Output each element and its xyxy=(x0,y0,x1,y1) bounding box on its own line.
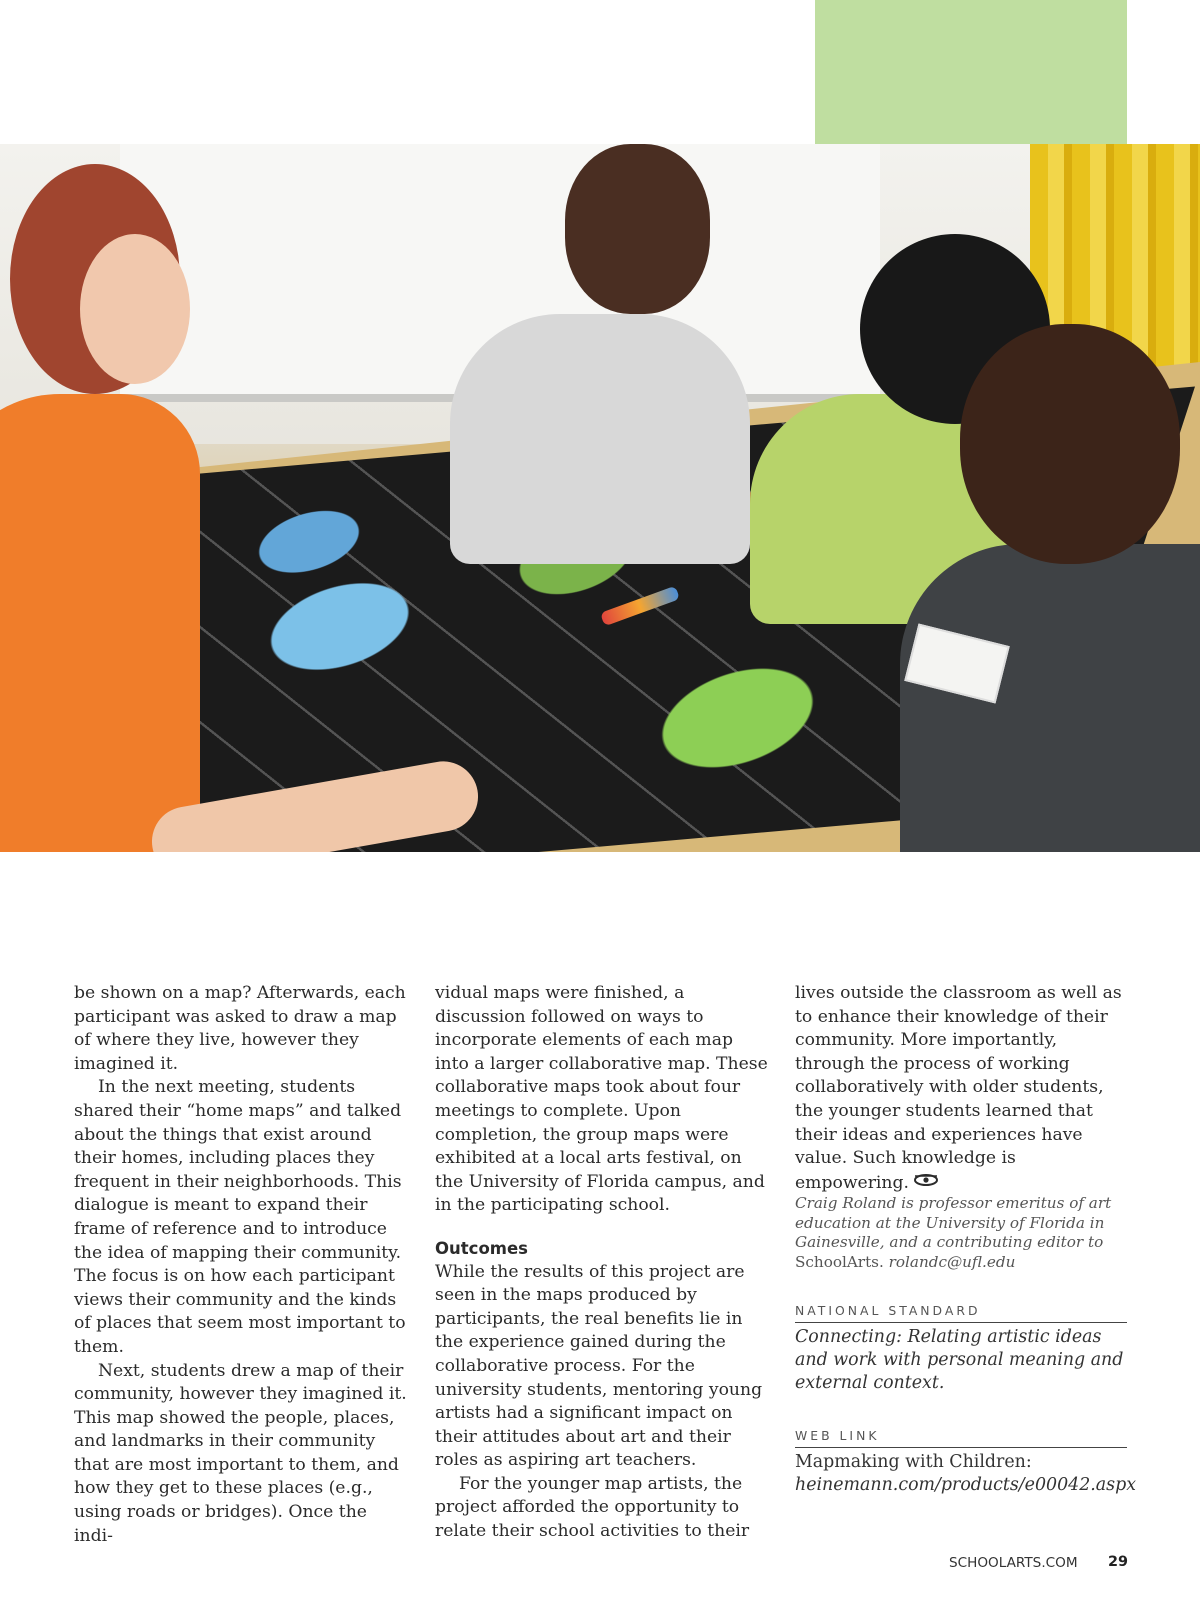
classroom-map-photo xyxy=(0,144,1200,852)
paragraph: While the results of this project are seen in the maps produced by participants, the real benefits lie in the experience gained during the collaborative process. For the university students, mentoring young artists had a significant impact on their attitudes about art and their roles as aspiring art teachers. xyxy=(435,1261,763,1471)
accent-color-block xyxy=(815,0,1127,144)
section-heading: Outcomes xyxy=(435,1238,528,1258)
bio-text: Craig Roland is professor emeritus of art education at the University of Florida in Gainesville, and a contributing editor to xyxy=(795,1194,1112,1251)
divider xyxy=(795,1447,1127,1448)
paragraph: For the younger map artists, the project afforded the opportunity to relate their school activities to their xyxy=(435,1473,750,1542)
article-column-2 xyxy=(435,982,770,1544)
divider xyxy=(795,1322,1127,1323)
photo-teacher-face xyxy=(80,234,190,384)
paragraph: Next, students drew a map of their community, however they imagined it. This map showed the people, places, and landmarks in their community that are most important to them, and how they get to these places (e.g., using roads or bridges). Once the indi- xyxy=(74,1360,407,1546)
photo-teacher xyxy=(0,394,200,852)
photo-student-shirt xyxy=(900,544,1200,852)
paragraph: In the next meeting, students shared their “home maps” and talked about the things that exist around their homes, including places they frequent in their neighborhoods. This dialogue is meant to expand their frame of reference and to introduce the idea of mapping their community. The focus is on how each participant views their community and the kinds of places that seem most important to them. xyxy=(74,1077,406,1357)
web-link-title: Mapmaking with Children: xyxy=(795,1452,1032,1472)
paragraph-text: lives outside the classroom as well as to enhance their knowledge of their community. More importantly, through the process of working collaboratively with older students, the younger students learned that their ideas and experiences have value. Such knowledge is empowering. xyxy=(795,983,1122,1193)
author-bio xyxy=(795,1194,1125,1272)
schoolarts-eye-icon xyxy=(913,1171,939,1195)
paragraph xyxy=(795,982,1130,1195)
photo-student-head xyxy=(565,144,710,314)
paragraph: be shown on a map? Afterwards, each participant was asked to draw a map of where they live, however they imagined it. xyxy=(74,983,406,1074)
national-standard-text: Connecting: Relating artistic ideas and work with personal meaning and external context. xyxy=(795,1327,1124,1393)
paragraph: vidual maps were finished, a discussion followed on ways to incorporate elements of each map into a larger collaborative map. These collaborative maps took about four meetings to complete. Upon completion, the group maps were exhibited at a local arts festival, on the University of Florida campus, and in the participating school. xyxy=(435,983,768,1216)
page-number: 29 xyxy=(1108,1554,1129,1570)
article-column-1 xyxy=(74,982,409,1548)
web-link-url[interactable]: heinemann.com/products/e00042.aspx xyxy=(795,1474,1137,1495)
article-column-3 xyxy=(795,982,1130,1195)
bio-magazine: SchoolArts. xyxy=(795,1252,884,1271)
footer-site[interactable]: SCHOOLARTS.COM xyxy=(949,1555,1078,1571)
photo-student-shirt xyxy=(450,314,750,564)
bio-email[interactable]: rolandc@ufl.edu xyxy=(888,1252,1016,1271)
national-standard-label: NATIONAL STANDARD xyxy=(795,1303,981,1318)
photo-student-head xyxy=(960,324,1180,564)
web-link-label: WEB LINK xyxy=(795,1428,880,1443)
web-link-text xyxy=(795,1451,1137,1497)
